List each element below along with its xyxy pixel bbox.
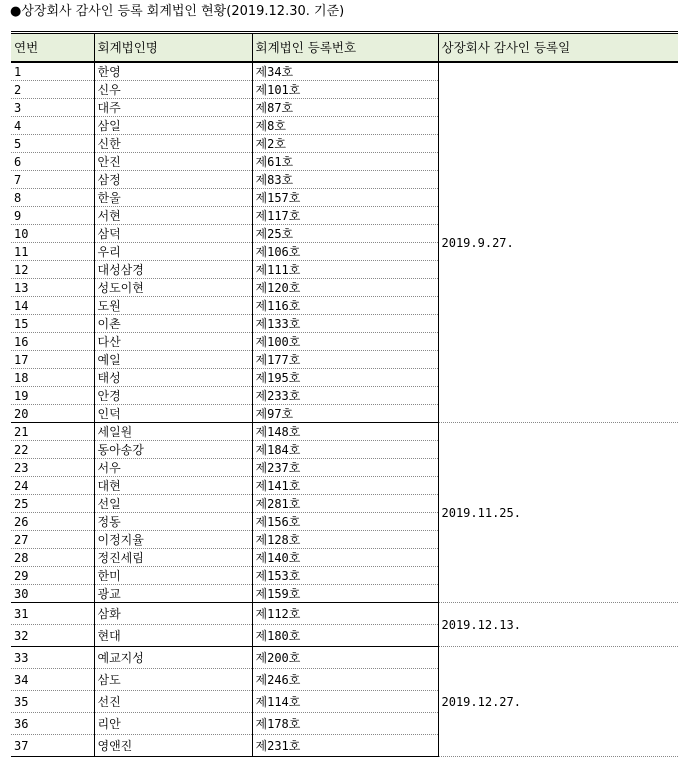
registration-number-cell: 제195호 (252, 369, 438, 387)
registration-number-cell: 제117호 (252, 207, 438, 225)
firm-name-cell: 광교 (94, 585, 252, 603)
table-header-row (11, 33, 678, 63)
firm-name-cell: 예교지성 (94, 647, 252, 669)
serial-cell: 24 (11, 477, 94, 495)
serial-cell: 15 (11, 315, 94, 333)
registration-number-cell: 제231호 (252, 735, 438, 757)
registration-number-cell: 제100호 (252, 333, 438, 351)
serial-cell: 37 (11, 735, 94, 757)
serial-cell: 12 (11, 261, 94, 279)
serial-cell: 33 (11, 647, 94, 669)
table-row (11, 62, 678, 81)
firm-name-cell: 삼도 (94, 669, 252, 691)
document-title: ●상장회사 감사인 등록 회계법인 현황(2019.12.30. 기준) (10, 4, 345, 19)
serial-cell: 35 (11, 691, 94, 713)
registration-date-cell: 2019.12.27. (438, 647, 678, 757)
registration-number-cell: 제116호 (252, 297, 438, 315)
registration-date-cell: 2019.12.13. (438, 603, 678, 647)
firm-name-cell: 리안 (94, 713, 252, 735)
registration-number-cell: 제2호 (252, 135, 438, 153)
firm-name-cell: 한미 (94, 567, 252, 585)
serial-cell: 22 (11, 441, 94, 459)
firm-name-cell: 한울 (94, 189, 252, 207)
firm-name-cell: 신한 (94, 135, 252, 153)
registration-number-cell: 제153호 (252, 567, 438, 585)
firm-name-cell: 선일 (94, 495, 252, 513)
firm-name-cell: 선진 (94, 691, 252, 713)
registration-number-cell: 제177호 (252, 351, 438, 369)
registration-number-cell: 제25호 (252, 225, 438, 243)
table-row (11, 423, 678, 441)
registration-number-cell: 제281호 (252, 495, 438, 513)
firm-name-cell: 태성 (94, 369, 252, 387)
firm-name-cell: 성도이현 (94, 279, 252, 297)
firm-name-cell: 삼화 (94, 603, 252, 625)
registration-number-cell: 제133호 (252, 315, 438, 333)
serial-cell: 30 (11, 585, 94, 603)
serial-cell: 14 (11, 297, 94, 315)
serial-cell: 28 (11, 549, 94, 567)
serial-cell: 17 (11, 351, 94, 369)
firm-name-cell: 우리 (94, 243, 252, 261)
firm-name-cell: 삼덕 (94, 225, 252, 243)
firm-name-cell: 동아송강 (94, 441, 252, 459)
serial-cell: 21 (11, 423, 94, 441)
registration-number-cell: 제34호 (252, 62, 438, 81)
registration-number-cell: 제184호 (252, 441, 438, 459)
registration-number-cell: 제97호 (252, 405, 438, 423)
serial-cell: 32 (11, 625, 94, 647)
serial-cell: 23 (11, 459, 94, 477)
registration-number-cell: 제114호 (252, 691, 438, 713)
serial-cell: 25 (11, 495, 94, 513)
serial-cell: 2 (11, 81, 94, 99)
firm-name-cell: 정진세림 (94, 549, 252, 567)
registration-number-cell: 제246호 (252, 669, 438, 691)
registration-number-cell: 제180호 (252, 625, 438, 647)
header-serial: 연번 (11, 33, 94, 63)
registration-number-cell: 제233호 (252, 387, 438, 405)
serial-cell: 34 (11, 669, 94, 691)
registration-number-cell: 제156호 (252, 513, 438, 531)
registration-number-cell: 제157호 (252, 189, 438, 207)
firm-name-cell: 정동 (94, 513, 252, 531)
serial-cell: 36 (11, 713, 94, 735)
registration-number-cell: 제61호 (252, 153, 438, 171)
header-registration-date: 상장회사 감사인 등록일 (438, 33, 678, 63)
serial-cell: 6 (11, 153, 94, 171)
header-registration-number: 회계법인 등록번호 (252, 33, 438, 63)
serial-cell: 3 (11, 99, 94, 117)
serial-cell: 16 (11, 333, 94, 351)
firm-name-cell: 신우 (94, 81, 252, 99)
registration-number-cell: 제101호 (252, 81, 438, 99)
firm-name-cell: 대주 (94, 99, 252, 117)
registration-number-cell: 제178호 (252, 713, 438, 735)
firm-name-cell: 다산 (94, 333, 252, 351)
registration-number-cell: 제200호 (252, 647, 438, 669)
serial-cell: 9 (11, 207, 94, 225)
registration-number-cell: 제141호 (252, 477, 438, 495)
serial-cell: 20 (11, 405, 94, 423)
serial-cell: 18 (11, 369, 94, 387)
registration-number-cell: 제112호 (252, 603, 438, 625)
registration-number-cell: 제87호 (252, 99, 438, 117)
table-row (11, 647, 678, 669)
firm-name-cell: 도원 (94, 297, 252, 315)
registration-number-cell: 제111호 (252, 261, 438, 279)
firm-name-cell: 영앤진 (94, 735, 252, 757)
serial-cell: 19 (11, 387, 94, 405)
serial-cell: 4 (11, 117, 94, 135)
serial-cell: 11 (11, 243, 94, 261)
firm-name-cell: 이촌 (94, 315, 252, 333)
registration-number-cell: 제128호 (252, 531, 438, 549)
serial-cell: 5 (11, 135, 94, 153)
registration-number-cell: 제159호 (252, 585, 438, 603)
firm-name-cell: 한영 (94, 62, 252, 81)
registration-number-cell: 제8호 (252, 117, 438, 135)
registration-date-cell: 2019.11.25. (438, 423, 678, 603)
firm-name-cell: 대성삼경 (94, 261, 252, 279)
serial-cell: 7 (11, 171, 94, 189)
firm-name-cell: 이정지율 (94, 531, 252, 549)
registration-number-cell: 제140호 (252, 549, 438, 567)
serial-cell: 27 (11, 531, 94, 549)
table-row (11, 603, 678, 625)
serial-cell: 31 (11, 603, 94, 625)
serial-cell: 10 (11, 225, 94, 243)
registration-table (11, 31, 678, 757)
firm-name-cell: 현대 (94, 625, 252, 647)
registration-number-cell: 제83호 (252, 171, 438, 189)
registration-number-cell: 제120호 (252, 279, 438, 297)
firm-name-cell: 안경 (94, 387, 252, 405)
serial-cell: 8 (11, 189, 94, 207)
firm-name-cell: 서우 (94, 459, 252, 477)
registration-number-cell: 제148호 (252, 423, 438, 441)
registration-number-cell: 제106호 (252, 243, 438, 261)
serial-cell: 1 (11, 62, 94, 81)
firm-name-cell: 인덕 (94, 405, 252, 423)
table-body (11, 62, 678, 757)
registration-date-cell: 2019.9.27. (438, 62, 678, 423)
firm-name-cell: 안진 (94, 153, 252, 171)
firm-name-cell: 대현 (94, 477, 252, 495)
firm-name-cell: 세일원 (94, 423, 252, 441)
serial-cell: 13 (11, 279, 94, 297)
serial-cell: 29 (11, 567, 94, 585)
header-firm-name: 회계법인명 (94, 33, 252, 63)
firm-name-cell: 삼일 (94, 117, 252, 135)
serial-cell: 26 (11, 513, 94, 531)
registration-number-cell: 제237호 (252, 459, 438, 477)
firm-name-cell: 삼정 (94, 171, 252, 189)
firm-name-cell: 예일 (94, 351, 252, 369)
firm-name-cell: 서현 (94, 207, 252, 225)
